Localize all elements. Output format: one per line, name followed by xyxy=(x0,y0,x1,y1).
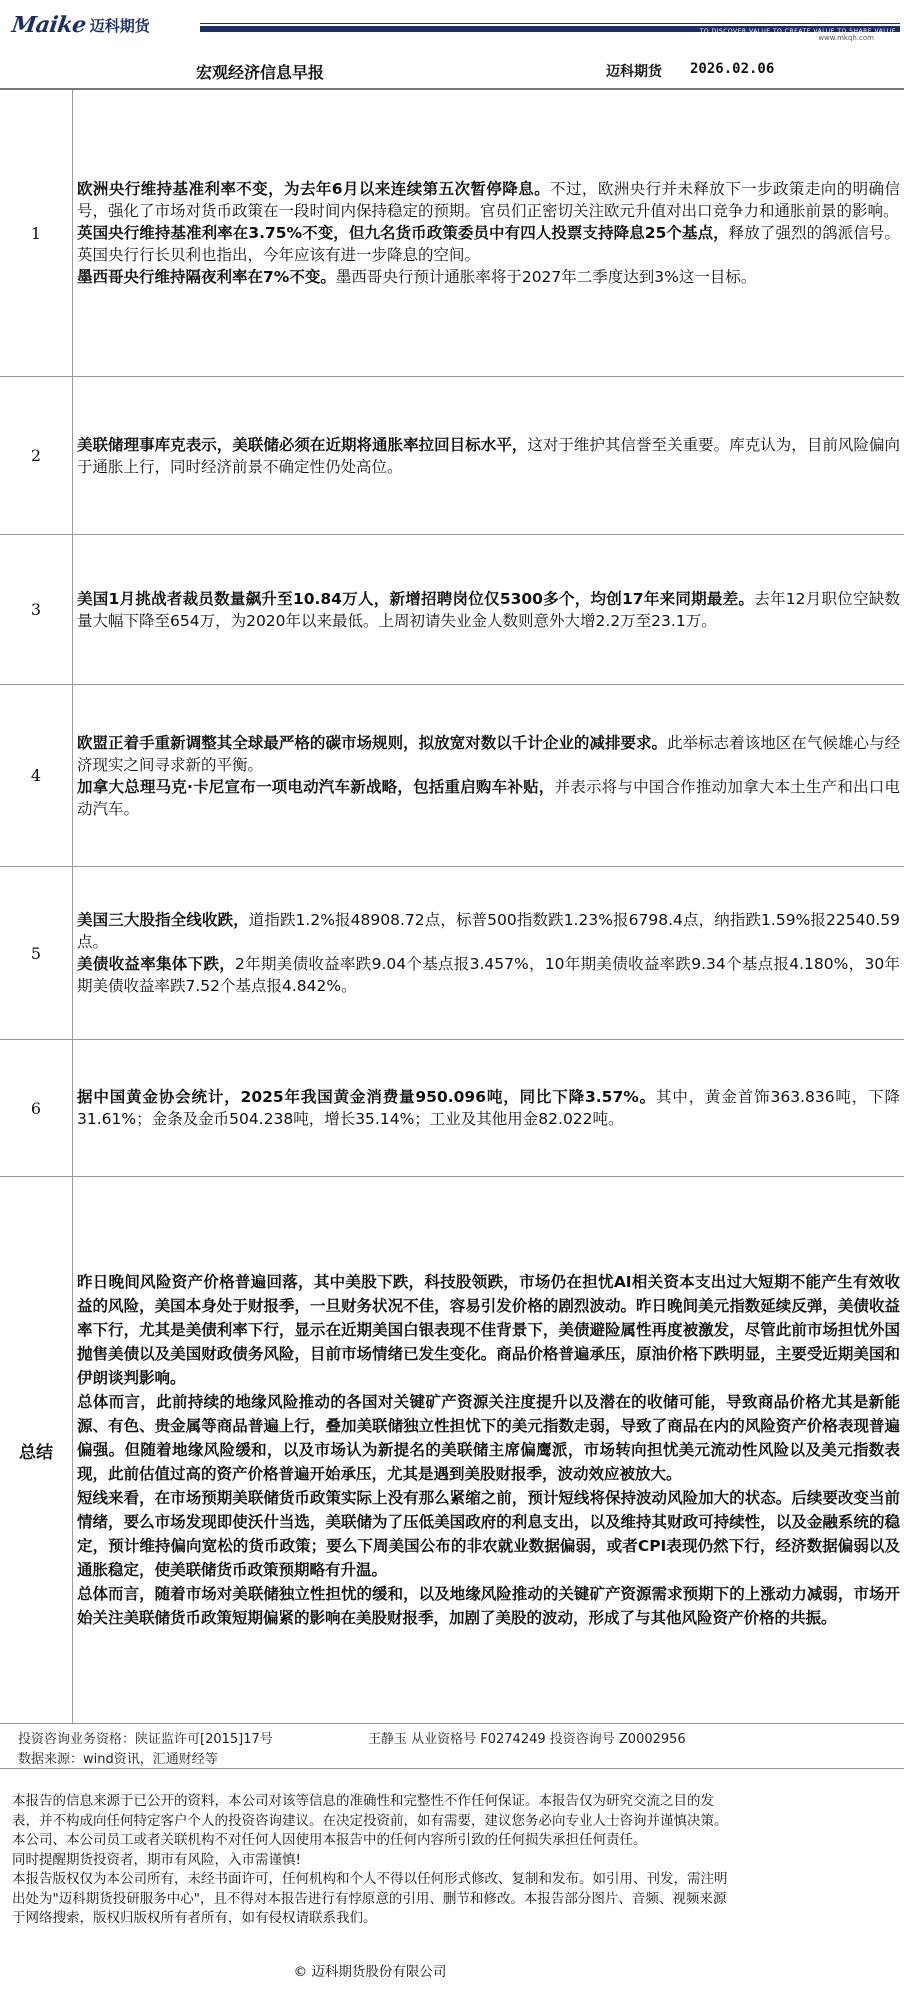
news-body: 其中，黄金首饰363.836吨，下降31.61%；金条及金币504.238吨，增长35.14%；工业及其他用金82.022吨。 xyxy=(77,1088,900,1128)
news-body: 并表示将与中国合作推动加拿大本土生产和出口电动汽车。 xyxy=(77,777,900,818)
row-content xyxy=(73,685,904,866)
news-headline: 美国1月挑战者裁员数量飙升至10.84万人，新增招聘岗位仅5300多个，均创17年来同期最差。 xyxy=(77,589,755,608)
news-headline: 美联储理事库克表示，美联储必须在近期将通胀率拉回目标水平， xyxy=(77,435,528,454)
data-source: 数据来源：wind资讯，汇通财经等 xyxy=(18,1752,218,1767)
news-headline: 美债收益率集体下跌， xyxy=(77,955,236,973)
summary-paragraph: 短线来看，在市场预期美联储货币政策实际上没有那么紧缩之前，预计短线将保持波动风险加大的状态。后续要改变当前情绪，要么市场发现即使沃什当选，美联储为了压低美国政府的利息支出，以及维持其财政可持续性，以及金融系统的稳定，预计维持偏向宽松的货币政策；要么下周美国公布的非农就业数据偏弱，或者CPI表现仍然下行，经济数据偏弱以及通胀稳定，使美联储货币政策预期略有升温。 xyxy=(77,1489,900,1579)
disclaimer-paragraph: 本报告的信息来源于已公开的资料，本公司对该等信息的准确性和完整性不作任何保证。本报告仅为研究交流之目的发表，并不构成向任何特定客户个人的投资咨询建议。在决定投资前，如有需要，建议您务必向专业人士咨询并谨慎决策。本公司、本公司员工或者关联机构不对任何人因使用本报告中的任何内容所引致的任何损失承担任何责任。 xyxy=(12,1793,728,1848)
footer-divider xyxy=(0,1768,904,1769)
news-paragraph xyxy=(77,1086,900,1130)
news-body: 2年期美债收益率跌9.04个基点报3.457%，10年期美债收益率跌9.34个基点报4.180%，30年期美债收益率跌7.52个基点报4.842%。 xyxy=(77,955,900,995)
table-row xyxy=(0,535,904,685)
news-paragraph xyxy=(77,776,900,820)
news-body: 此举标志着该地区在气候雄心与经济现实之间寻求新的平衡。 xyxy=(77,733,900,774)
news-paragraph xyxy=(77,222,900,266)
analyst-text: 王静玉 从业资格号 F0274249 投资咨询号 Z0002956 xyxy=(368,1732,686,1747)
summary-paragraph: 总体而言，此前持续的地缘风险推动的各国对关键矿产资源关注度提升以及潜在的收储可能，导致商品价格尤其是新能源、有色、贵金属等商品普遍上行，叠加美联储独立性担忧下的美元指数走弱，导致了商品在内的风险资产价格表现普遍偏强。但随着地缘风险缓和，以及市场认为新提名的美联储主席偏鹰派，市场转向担忧美元流动性风险以及美元指数表现，此前估值过高的资产价格普遍开始承压，尤其是遇到美股财报季，波动效应被放大。 xyxy=(77,1393,900,1483)
news-paragraph xyxy=(77,732,900,776)
header-tagline: TO DISCOVER VALUE TO CREATE VALUE TO SHARE VALUE xyxy=(699,28,896,35)
summary-label: 总结 xyxy=(0,1177,73,1723)
row-index: 5 xyxy=(0,867,73,1039)
table-row xyxy=(0,1040,904,1177)
summary-content xyxy=(73,1177,904,1723)
summary-paragraph: 总体而言，随着市场对美联储独立性担忧的缓和，以及地缘风险推动的关键矿产资源需求预期下的上涨动力减弱，市场开始关注美联储货币政策短期偏紧的影响在美股财报季，加剧了美股的波动，形成了与其他风险资产价格的共振。 xyxy=(77,1585,900,1627)
company-logo xyxy=(12,14,150,36)
news-paragraph xyxy=(77,434,900,478)
row-content xyxy=(73,867,904,1039)
report-header xyxy=(0,0,904,46)
summary-row xyxy=(0,1177,904,1724)
row-content xyxy=(73,535,904,684)
table-row xyxy=(0,377,904,535)
report-org: 迈科期货 xyxy=(606,64,662,80)
header-rule xyxy=(200,23,900,24)
news-headline: 据中国黄金协会统计，2025年我国黄金消费量950.096吨，同比下降3.57%。 xyxy=(77,1088,656,1106)
news-body: 这对于维护其信誉至关重要。库克认为，目前风险偏向于通胀上行，同时经济前景不确定性仍处高位。 xyxy=(77,435,900,476)
news-body: 墨西哥央行预计通胀率将于2027年二季度达到3%这一目标。 xyxy=(335,268,757,286)
table-row xyxy=(0,90,904,377)
table-row xyxy=(0,685,904,867)
news-paragraph xyxy=(77,178,900,222)
row-content xyxy=(73,377,904,534)
header-url: www.mkqh.com xyxy=(818,34,874,42)
row-index: 6 xyxy=(0,1040,73,1176)
title-row xyxy=(0,50,904,88)
row-index: 2 xyxy=(0,377,73,534)
news-body: 道指跌1.2%报48908.72点，标普500指数跌1.23%报6798.4点，纳指跌1.59%报22540.59点。 xyxy=(77,911,900,951)
logo-en: Maike xyxy=(10,12,88,38)
logo-cn: 迈科期货 xyxy=(89,16,150,35)
table-row xyxy=(0,867,904,1040)
news-body: 去年12月职位空缺数量大幅下降至654万，为2020年以来最低。上周初请失业金人数则意外大增2.2万至23.1万。 xyxy=(77,589,900,630)
news-body: 不过，欧洲央行并未释放下一步政策走向的明确信号，强化了市场对货币政策在一段时间内保持稳定的预期。官员们正密切关注欧元升值对出口竞争力和通胀前景的影响。 xyxy=(77,180,900,220)
risk-warning: 同时提醒期货投资者，期市有风险，入市需谨慎! xyxy=(12,1851,301,1868)
news-paragraph xyxy=(77,266,900,288)
news-headline: 欧洲央行维持基准利率不变，为去年6月以来连续第五次暂停降息。 xyxy=(77,180,551,198)
news-body: 释放了强烈的鸽派信号。英国央行行长贝利也指出，今年应该有进一步降息的空间。 xyxy=(77,224,900,264)
news-paragraph xyxy=(77,588,900,632)
news-paragraph xyxy=(77,953,900,997)
row-index: 1 xyxy=(0,90,73,376)
report-date: 2026.02.06 xyxy=(690,61,775,77)
page-title: 宏观经济信息早报 xyxy=(196,63,325,82)
row-content xyxy=(73,90,904,376)
news-paragraph xyxy=(77,909,900,953)
copyright-notice: 本报告版权仅为本公司所有，未经书面许可，任何机构和个人不得以任何形式修改、复制和发布。如引用、刊发，需注明出处为"迈科期货投研服务中心"，且不得对本报告进行有悖原意的引用、删节和修改。本报告部分图片、音频、视频来源于网络搜索，版权归版权所有者所有，如有侵权请联系我们。 xyxy=(12,1871,728,1926)
row-index: 4 xyxy=(0,685,73,866)
summary-paragraph: 昨日晚间风险资产价格普遍回落，其中美股下跌，科技股领跌，市场仍在担忧AI相关资本支出过大短期不能产生有效收益的风险，美国本身处于财报季，一旦财务状况不佳，容易引发价格的剧烈波动。昨日晚间美元指数延续反弹，美债收益率下行，尤其是美债利率下行，显示在近期美国白银表现不佳背景下，美债避险属性再度被激发，尽管此前市场担忧外国抛售美债以及美国财政债务风险，目前市场情绪已发生变化。商品价格普遍承压，原油价格下跌明显，主要受近期美国和伊朗谈判影响。 xyxy=(77,1273,900,1387)
copyright-footer: © 迈科期货股份有限公司 xyxy=(293,1964,447,1980)
disclaimer xyxy=(12,1792,732,1929)
row-index: 3 xyxy=(0,535,73,684)
news-headline: 墨西哥央行维持隔夜利率在7%不变。 xyxy=(77,268,336,286)
news-headline: 欧盟正着手重新调整其全球最严格的碳市场规则，拟放宽对数以千计企业的减排要求。 xyxy=(77,733,668,752)
license-text: 投资咨询业务资格：陕证监许可[2015]17号 xyxy=(18,1732,273,1747)
news-headline: 美国三大股指全线收跌， xyxy=(77,911,249,929)
news-headline: 加拿大总理马克·卡尼宣布一项电动汽车新战略，包括重启购车补贴， xyxy=(77,777,555,796)
news-table xyxy=(0,88,904,1724)
news-headline: 英国央行维持基准利率在3.75%不变，但九名货币政策委员中有四人投票支持降息25个基点， xyxy=(77,224,729,242)
row-content xyxy=(73,1040,904,1176)
